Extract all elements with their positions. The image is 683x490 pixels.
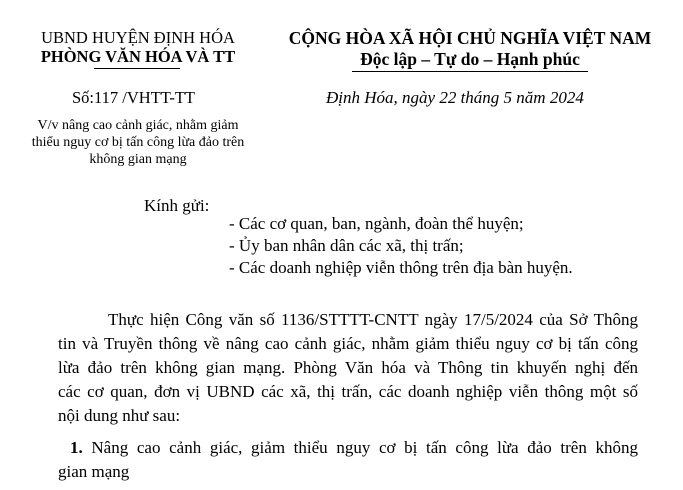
issuing-authority: PHÒNG VĂN HÓA VÀ TT <box>40 47 236 66</box>
motto-underline <box>352 71 588 72</box>
issuing-authority-parent: UBND HUYỆN ĐỊNH HÓA <box>41 28 235 47</box>
paragraph-line: tin và Truyền thông về nâng cao cảnh giác, nhằm giảm thiểu nguy cơ bị tấn công <box>58 334 638 353</box>
authority-underline <box>94 68 180 69</box>
national-title: CỘNG HÒA XÃ HỘI CHỦ NGHĨA VIỆT NAM <box>288 28 652 48</box>
document-subject <box>20 117 256 168</box>
section-title: Nâng cao cảnh giác, giảm thiểu nguy cơ bị tấn công lừa đảo trên không <box>91 438 638 457</box>
paragraph-line: nội dung như sau: <box>58 406 181 425</box>
recipients-label: Kính gửi: <box>144 196 210 215</box>
subject-line: thiểu nguy cơ bị tấn công lừa đảo trên <box>31 135 245 150</box>
subject-line: không gian mạng <box>89 152 187 167</box>
recipient-item: - Các doanh nghiệp viễn thông trên địa bàn huyện. <box>229 258 573 277</box>
place-and-date: Định Hóa, ngày 22 tháng 5 năm 2024 <box>326 88 584 107</box>
national-motto: Độc lập – Tự do – Hạnh phúc <box>360 49 580 69</box>
paragraph-line: các cơ quan, đơn vị UBND các xã, thị trấn, các doanh nghiệp viễn thông một số <box>58 382 638 401</box>
section-heading-line: gian mạng <box>58 462 130 481</box>
section-number: 1. <box>70 438 83 457</box>
document-number: Số:117 /VHTT-TT <box>72 88 195 107</box>
section-1-heading <box>58 436 638 484</box>
intro-paragraph <box>58 308 638 428</box>
recipient-item: - Các cơ quan, ban, ngành, đoàn thể huyện; <box>229 214 524 233</box>
subject-line: V/v nâng cao cảnh giác, nhằm giảm <box>37 118 239 133</box>
paragraph-line: Thực hiện Công văn số 1136/STTTT-CNTT ngày 17/5/2024 của Sở Thông <box>108 310 638 329</box>
section-heading-line <box>58 436 638 460</box>
recipient-item: - Ủy ban nhân dân các xã, thị trấn; <box>229 236 464 255</box>
paragraph-line: lừa đảo trên không gian mạng. Phòng Văn hóa và Thông tin khuyến nghị đến <box>58 358 638 377</box>
